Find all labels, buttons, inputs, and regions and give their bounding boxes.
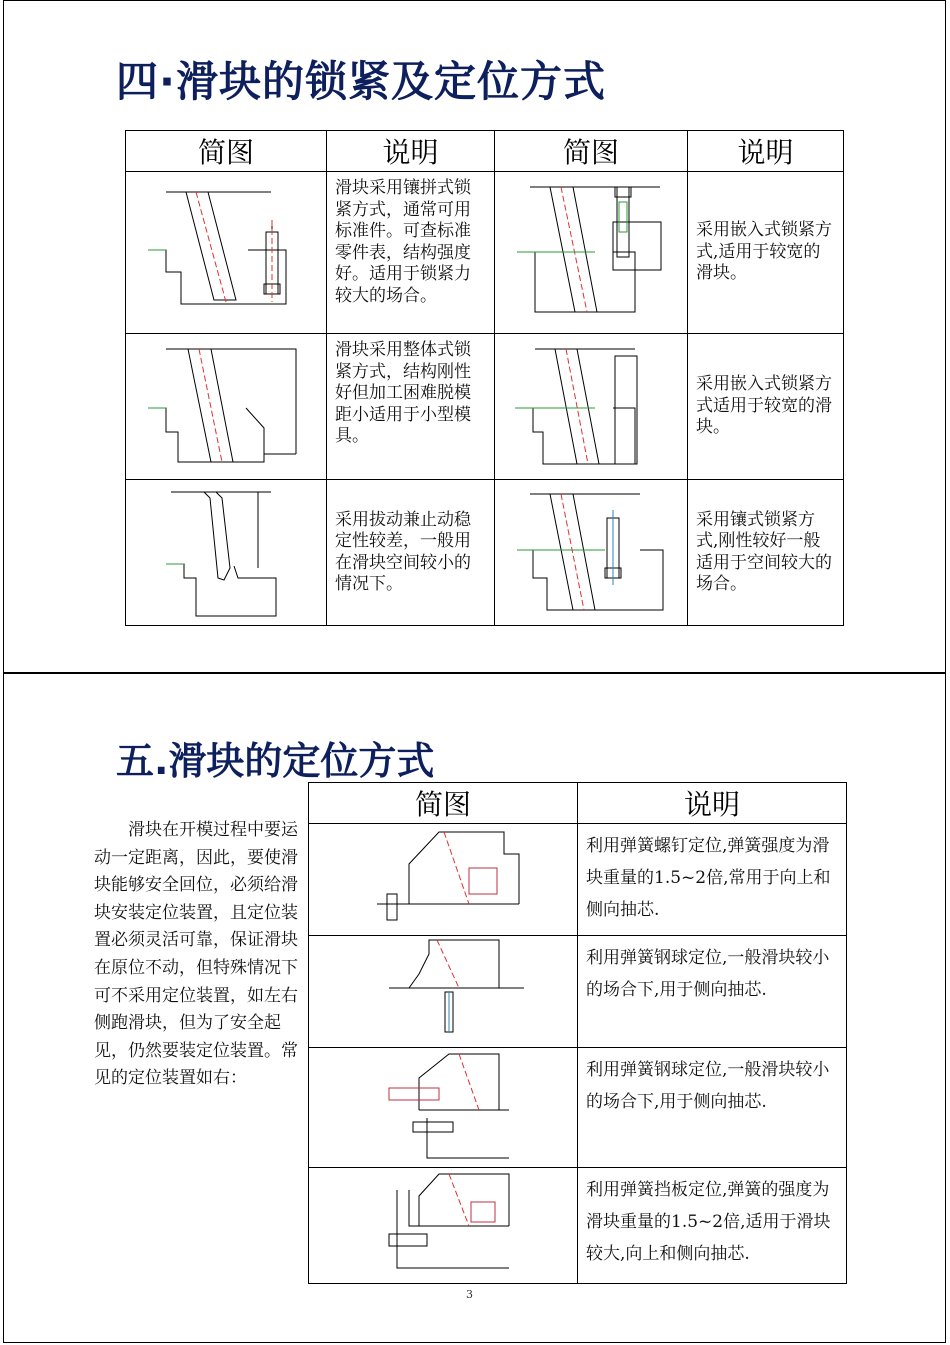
table-row [126,172,844,334]
intro-paragraph: 滑块在开模过程中要运动一定距离，因此，要使滑块能够安全回位，必须给滑块安装定位装置，且定位装置必须灵活可靠，保证滑块在原位不动，但特殊情况下可不采用定位装置，如左右侧跑滑块，但为了安全起见，仍然要装定位装置。常见的定位装置如右： [94,820,298,1089]
description-cell: 利用弹簧钢球定位,一般滑块较小的场合下,用于侧向抽芯. [578,1048,847,1168]
header-description-2: 说明 [688,131,844,172]
table-row [126,334,844,480]
positioning-methods-table [308,782,847,1284]
diagram-inlaid-lock [126,172,327,334]
diagram-integral-lock [126,334,327,480]
table-row [309,824,847,936]
table-row [309,1048,847,1168]
header-diagram-1: 简图 [126,131,327,172]
diagram-embedded-lock-wide [495,172,688,334]
diagram-embedded-lock [495,334,688,480]
description-cell: 采用嵌入式锁紧方式,适用于较宽的滑块。 [688,172,844,334]
description-cell: 采用拔动兼止动稳定性较差，一般用在滑块空间较小的情况下。 [327,480,495,626]
description-cell: 利用弹簧钢球定位,一般滑块较小的场合下,用于侧向抽芯. [578,936,847,1048]
page-number: 3 [466,1288,473,1301]
section-title: 四·滑块的锁紧及定位方式 [116,57,606,106]
section-title: 五.滑块的定位方式 [116,739,435,783]
table-header-row [309,783,847,824]
locking-methods-table [125,130,844,626]
header-diagram-2: 简图 [495,131,688,172]
description-cell: 利用弹簧螺钉定位,弹簧强度为滑块重量的1.5~2倍,常用于向上和侧向抽芯. [578,824,847,936]
table-row [309,1168,847,1284]
diagram-spring-ball-2 [309,1048,578,1168]
diagram-pull-stop-lock [126,480,327,626]
description-cell: 滑块采用整体式锁紧方式，结构刚性好但加工困难脱模距小适用于小型模具。 [327,334,495,480]
description-cell: 利用弹簧挡板定位,弹簧的强度为滑块重量的1.5~2倍,适用于滑块较大,向上和侧向抽芯. [578,1168,847,1284]
table-row [126,480,844,626]
table-header-row [126,131,844,172]
header-description: 说明 [578,783,847,824]
description-cell: 采用镶式锁紧方式,刚性较好一般适用于空间较大的场合。 [688,480,844,626]
header-description-1: 说明 [327,131,495,172]
diagram-spring-screw [309,824,578,936]
description-cell: 滑块采用镶拼式锁紧方式，通常可用标准件。可查标准零件表，结构强度好。适用于锁紧力较大的场合。 [327,172,495,334]
diagram-spring-stop-plate [309,1168,578,1284]
diagram-spring-ball-1 [309,936,578,1048]
diagram-insert-lock [495,480,688,626]
slide-locking-methods [3,0,946,673]
header-diagram: 简图 [309,783,578,824]
table-row [309,936,847,1048]
description-cell: 采用嵌入式锁紧方式适用于较宽的滑块。 [688,334,844,480]
